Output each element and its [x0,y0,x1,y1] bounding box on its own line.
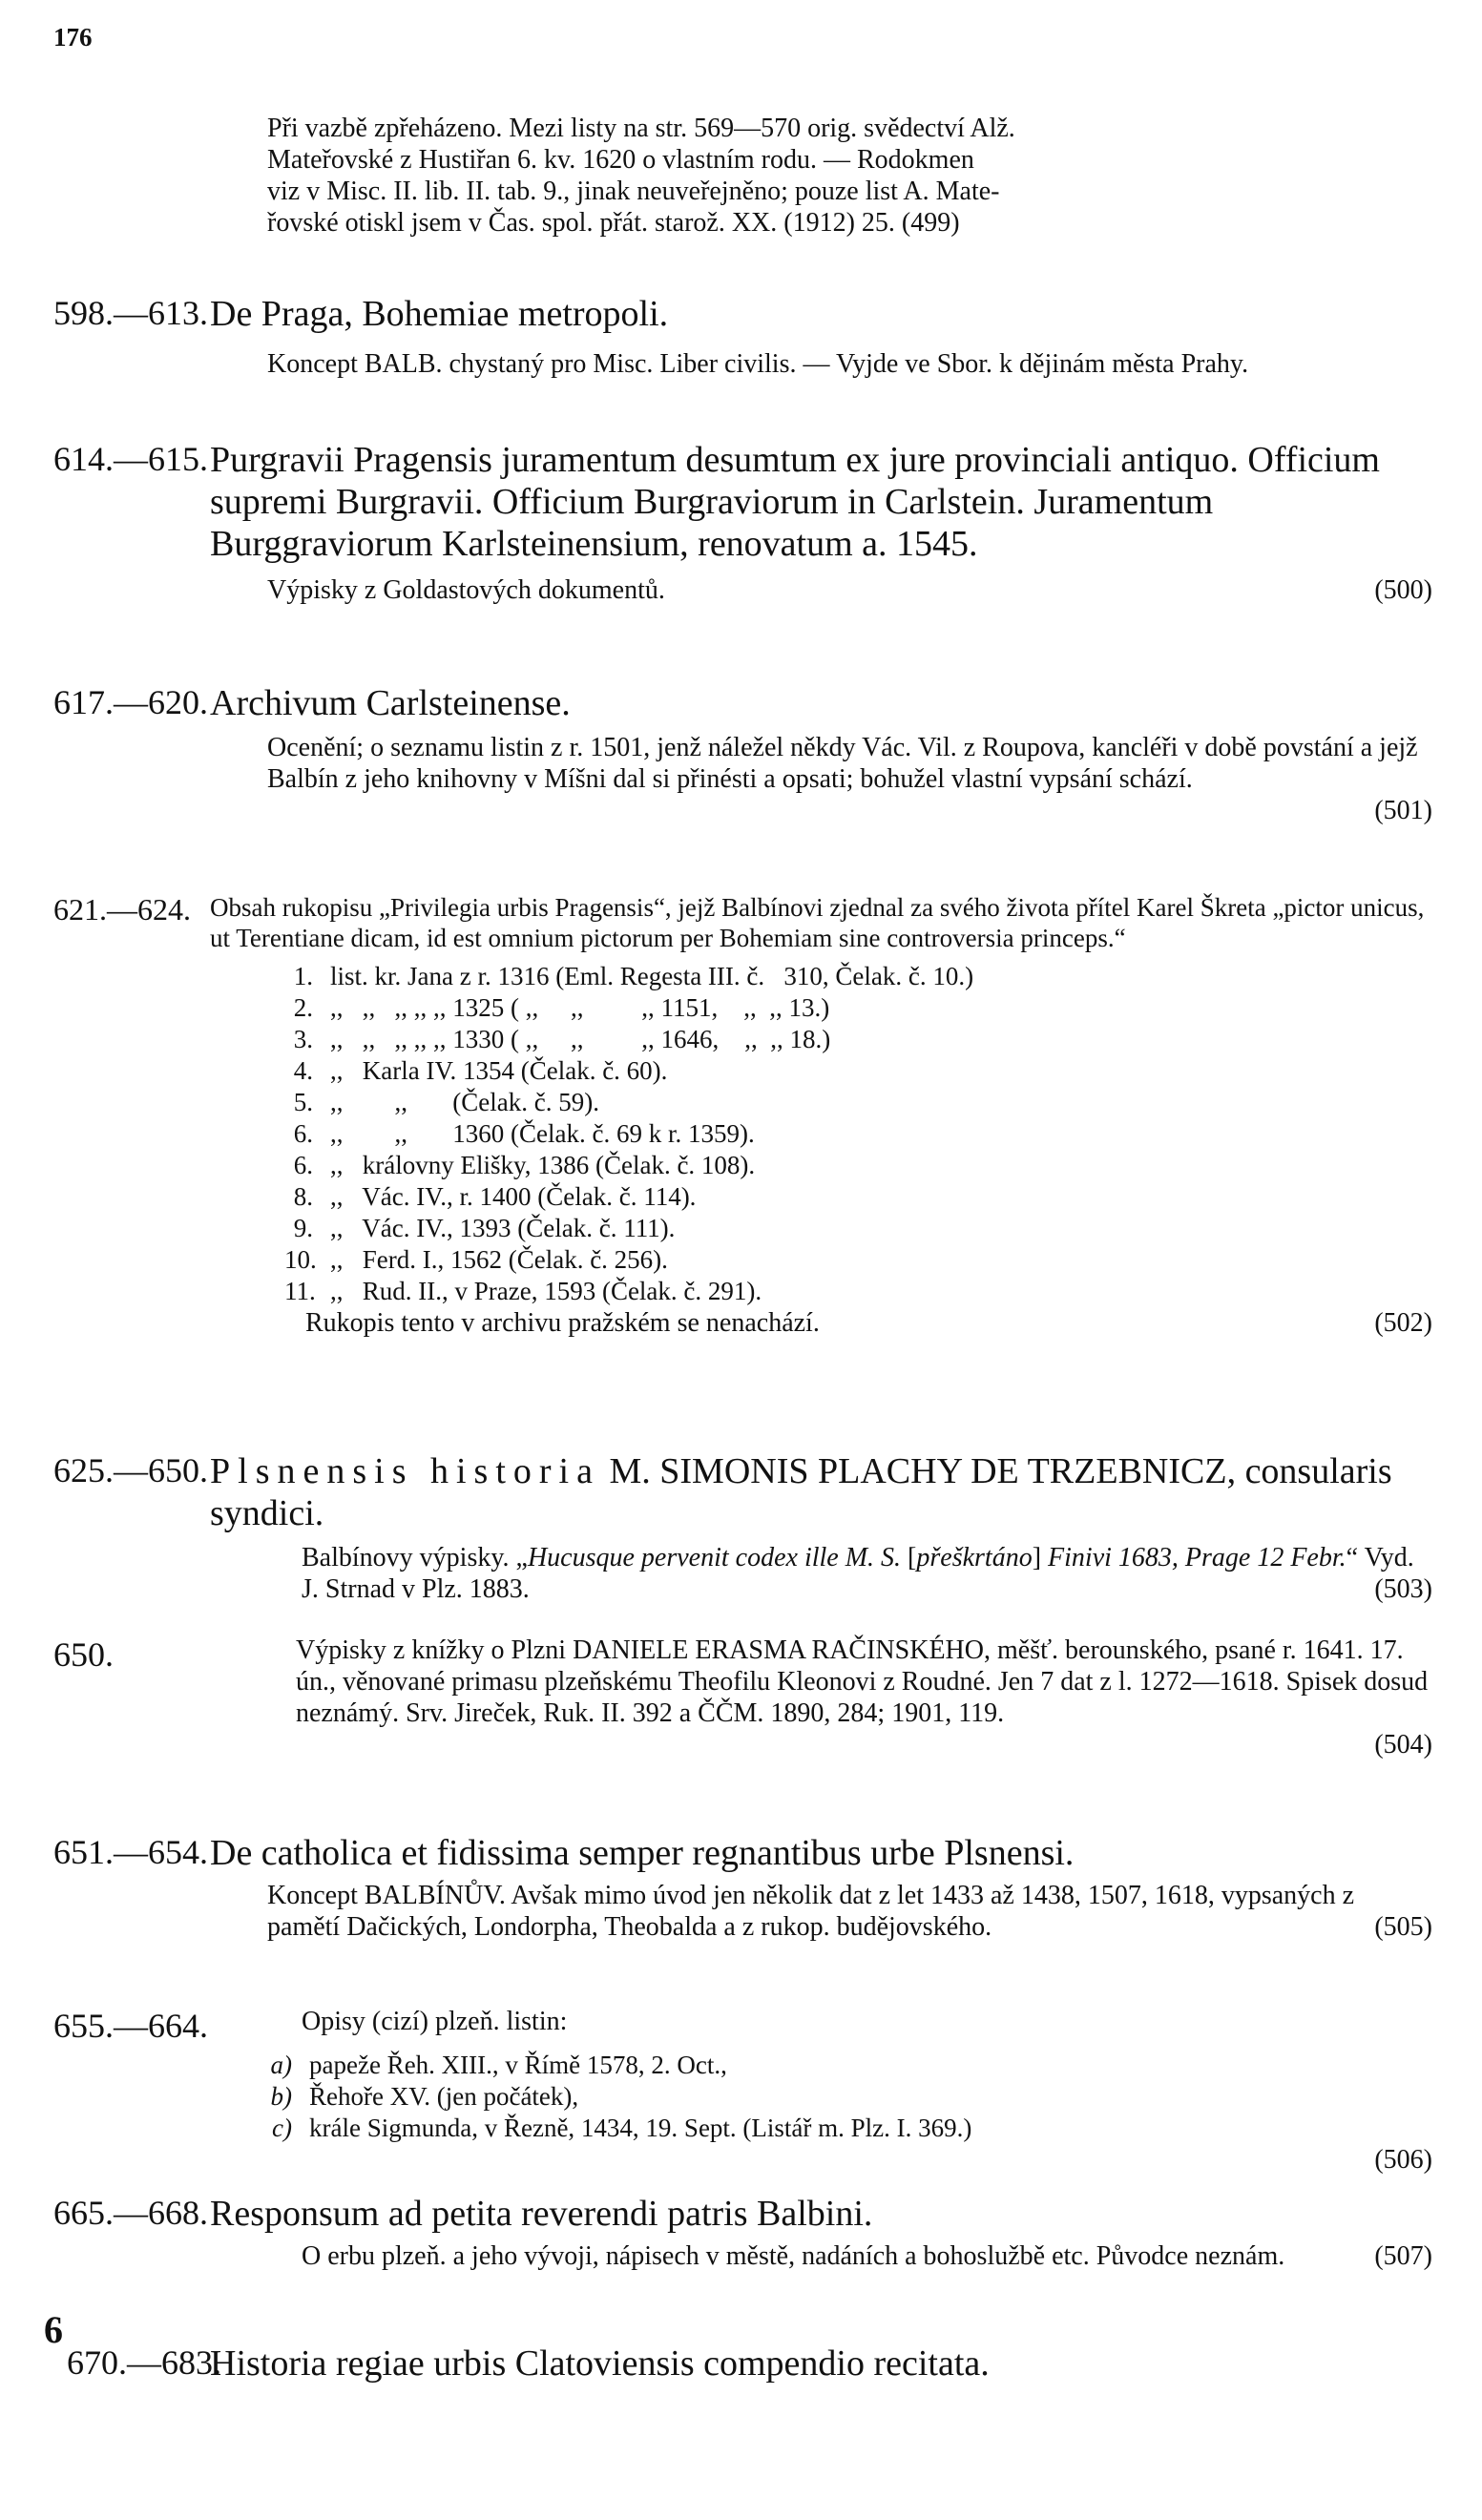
entry-621 [0,892,1482,1339]
entry-body: Obsah rukopisu „Privilegia urbis Pragensis“, jejž Balbínovi zjednal za svého života přítel Karel Škreta „pictor unicus, ut Terentiane dicam, id est omnium pictorum per Bohemiam sine controversia princeps.“ [210,893,1425,952]
entry-reference: (506) [1374,2145,1432,2175]
intro-paragraph [0,113,1482,239]
list-item: c) krále Sigmunda, v Řezně, 1434, 19. Sept. (Listář m. Plz. I. 369.) [272,2114,972,2142]
entry-body: Balbínovy výpisky. „Hucusque pervenit codex ille M. S. [přeškrtáno] Finivi 1683, Prage 12 Febr.“ Vyd. J. Strnad v Plz. 1883. (503) [302,1543,1432,1604]
list-item: 6. ,, ,, 1360 (Čelak. č. 69 k r. 1359). [293,1119,755,1148]
entry-title: Responsum ad petita reverendi patris Balbini. [210,2194,873,2234]
signature-mark: 6 [44,2308,63,2351]
entry-number: 625.—650. [53,1451,208,1489]
entry-650 [0,1635,1482,1760]
list-item: 8. ,, Vác. IV., r. 1400 (Čelak. č. 114). [293,1182,697,1211]
entry-body: O erbu plzeň. a jeho vývoji, nápisech v městě, nadáních a bohoslužbě etc. Původce neznám. (507) [302,2241,1432,2271]
entry-reference: (501) [1374,796,1432,825]
entry-title: Purgravii Pragensis juramentum desumtum ex jure provinciali antiquo. Officium supremi Burgravii. Officium Burgraviorum in Carlstein. Juramentum Burggraviorum Karlsteinensium, renovatum a. 1545. [210,440,1380,564]
page-number: 176 [53,23,93,52]
entry-body: Koncept BALB. chystaný pro Misc. Liber civilis. — Vyjde ve Sbor. k dějinám města Prahy. [267,349,1249,379]
intro-line: Při vazbě zpřeházeno. Mezi listy na str. 569—570 orig. svědectví Alž. [267,114,1015,143]
list-item: 6. ,, královny Elišky, 1386 (Čelak. č. 108). [293,1151,756,1179]
entry-title: Historia regiae urbis Clatoviensis compendio recitata. [210,2343,990,2384]
intro-line: Mateřovské z Hustiřan 6. kv. 1620 o vlastním rodu. — Rodokmen [267,145,974,175]
entry-625 [0,1450,1482,1605]
entry-number: 670.—683. [67,2343,221,2382]
entry-body: Koncept BALBÍNŮV. Avšak mimo úvod jen několik dat z let 1433 až 1438, 1507, 1618, vypsaných z pamětí Dačických, Londorpha, Theobalda a z rukop. budějovského. (505) [267,1881,1432,1942]
entry-number: 614.—615. [53,440,208,478]
entry-body: Výpisky z knížky o Plzni DANIELE ERASMA RAČINSKÉHO, měšť. berounského, psané r. 1641. 17. ún., věnované primasu plzeňskému Theofilu Kleonovi z Roudné. Jen 7 dat z l. 1272—1618. Spisek dosud neznámý. Srv. Jireček, Ruk. II. 392 a ČČM. 1890, 284; 1901, 119. [296,1635,1429,1728]
entry-reference: (503) [1374,1574,1432,1604]
entry-reference: (500) [1374,575,1432,605]
entry-reference: (507) [1374,2241,1432,2271]
list-item: 3. ,, ,, ,, ,, ,, 1330 ( ,, ,, ,, 1646, ,, ,, 18.) [293,1025,831,1053]
list-item: 1. list. kr. Jana z r. 1316 (Eml. Regesta III. č. 310, Čelak. č. 10.) [293,962,974,990]
entry-body: Výpisky z Goldastových dokumentů. [267,575,665,605]
entry-655 [0,2006,1482,2176]
entry-title: De Praga, Bohemiae metropoli. [210,294,669,334]
entry-651 [0,1832,1482,1943]
entry-number: 651.—654. [53,1833,208,1871]
entry-title: Plsnensis historia M. SIMONIS PLACHY DE TRZEBNICZ, consularis syndici. [210,1451,1392,1533]
list-item: 4. ,, Karla IV. 1354 (Čelak. č. 60). [293,1056,668,1085]
entry-598 [0,293,1482,380]
list-item: 11. ,, Rud. II., v Praze, 1593 (Čelak. č. 291). [284,1277,762,1305]
entry-title: Archivum Carlsteinense. [210,683,571,723]
list-item: b) Řehoře XV. (jen počátek), [270,2082,579,2111]
entry-body: Ocenění; o seznamu listin z r. 1501, jenž náležel někdy Vác. Vil. z Roupova, kancléři v době povstání a jejž Balbín z jeho knihovny v Míšni dal si přinésti a opsati; bohužel vlastní vypsání schází. [267,733,1418,794]
privilege-list [284,961,1432,1307]
entry-number: 617.—620. [53,683,208,721]
entry-reference: (502) [1374,1308,1432,1338]
list-item: 9. ,, Vác. IV., 1393 (Čelak. č. 111). [293,1214,676,1242]
list-item: a) papeže Řeh. XIII., v Římě 1578, 2. Oct., [270,2051,727,2079]
entry-number: 621.—624. [53,892,191,927]
entry-body: Opisy (cizí) plzeň. listin: [302,2007,568,2036]
entry-665 [0,2193,1482,2272]
entry-614 [0,439,1482,606]
entry-reference: (504) [1374,1730,1432,1760]
entry-title: De catholica et fidissima semper regnantibus urbe Plsnensi. [210,1833,1075,1873]
entry-number: 665.—668. [53,2194,208,2232]
list-item: 2. ,, ,, ,, ,, ,, 1325 ( ,, ,, ,, 1151, ,, ,, 13.) [293,993,830,1022]
intro-line: viz v Misc. II. lib. II. tab. 9., jinak neuveřejněno; pouze list A. Mate- [267,177,1000,206]
entry-670 [0,2343,1482,2385]
intro-line: řovské otiskl jsem v Čas. spol. přát. starož. XX. (1912) 25. (499) [267,208,960,238]
entry-number: 650. [53,1635,114,1674]
entry-note: Rukopis tento v archivu pražském se nenachází. [305,1308,820,1338]
entry-617 [0,682,1482,826]
entry-number: 655.—664. [53,2007,208,2045]
entry-reference: (505) [1374,1912,1432,1942]
list-item: 5. ,, ,, (Čelak. č. 59). [293,1088,599,1116]
entry-number: 598.—613. [53,294,208,332]
document-list [263,2050,1432,2144]
list-item: 10. ,, Ferd. I., 1562 (Čelak. č. 256). [284,1245,668,1274]
